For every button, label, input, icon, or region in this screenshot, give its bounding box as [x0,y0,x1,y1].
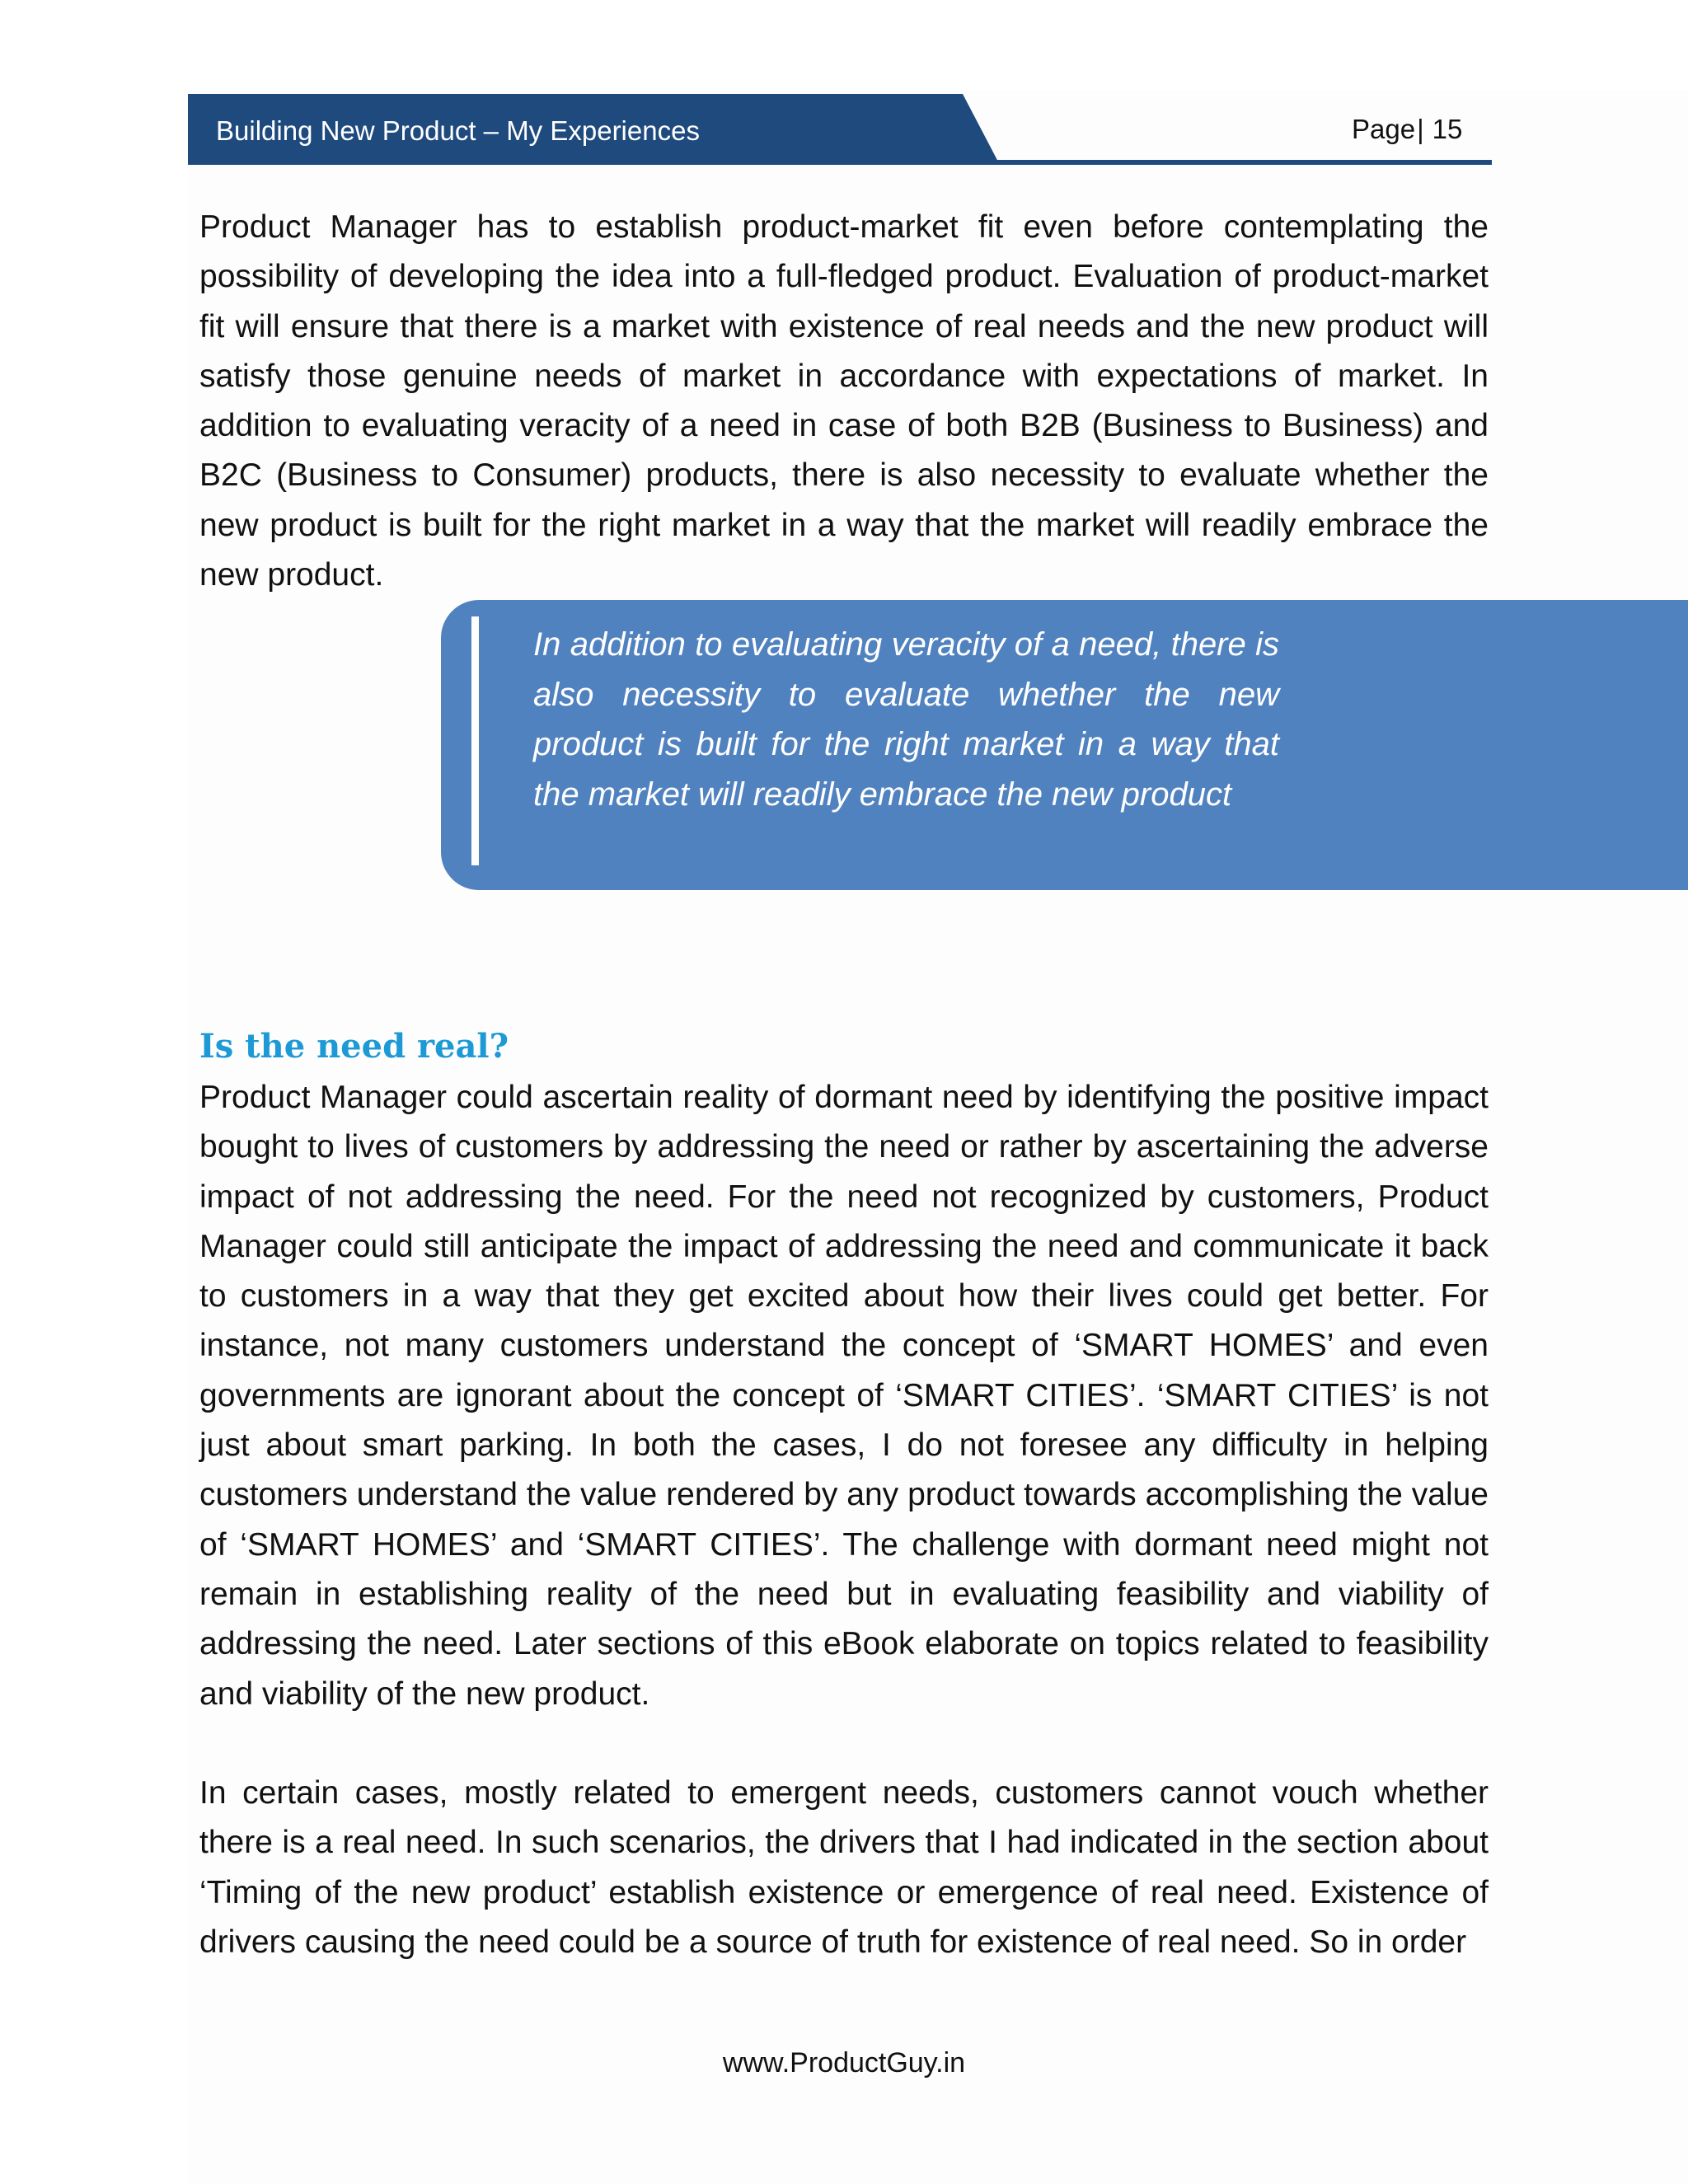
footer-url[interactable]: www.ProductGuy.in [722,2047,966,2079]
page-number-label [1352,110,1462,148]
paragraph-need-real: Product Manager could ascertain reality of dormant need by identifying the positive impact bought to lives of customers by addressing the need or rather by ascertaining the adverse impact of not addressing the need. For the need not recognized by customers, Product Manager could still anticipate the impact of addressing the need and communicate it back to customers in a way that they get excited about how their lives could get better. For instance, not many customers understand the concept of ‘SMART HOMES’ and even governments are ignorant about the concept of ‘SMART CITIES’. ‘SMART CITIES’ is not just about smart parking. In both the cases, I do not foresee any difficulty in helping customers understand the value rendered by any product towards accomplishing the value of ‘SMART HOMES’ and ‘SMART CITIES’. The challenge with dormant need might not remain in establishing reality of the need but in evaluating feasibility and viability of addressing the need. Later sections of this eBook elaborate on topics related to feasibility and viability of the new product. [199,1080,1489,1712]
paragraph-emergent-needs: In certain cases, mostly related to emergent needs, customers cannot vouch whether there is a real need. In such scenarios, the drivers that I had indicated in the section about ‘Timing of the new product’ establish existence or emergence of real need. Existence of drivers causing the need could be a source of truth for existence of real need. So in order [199,1775,1489,1960]
pull-quote-text: In addition to evaluating veracity of a need, there is also necessity to evaluate whether the new product is built for the right market in a way that the market will readily embrace the new product [533,626,1279,813]
page-separator: | [1417,114,1424,144]
paragraph-product-market-fit: Product Manager has to establish product-market fit even before contemplating the possibility of developing the idea into a full-fledged product. Evaluation of product-market fit will ensure that there is a market with existence of real needs and the new product will satisfy those genuine needs of market in accordance with expectations of market. In addition to evaluating veracity of a need in case of both B2B (Business to Business) and B2C (Business to Consumer) products, there is also necessity to evaluate whether the new product is built for the right market in a way that the market will readily embrace the new product. [199,209,1489,593]
running-header-title: Building New Product – My Experiences [216,115,700,146]
header-rule [188,160,1492,165]
page-word: Page [1352,114,1416,144]
section-heading: Is the need real? [199,1027,509,1066]
page-number: 15 [1432,114,1463,144]
pull-quote-bar [471,616,479,865]
